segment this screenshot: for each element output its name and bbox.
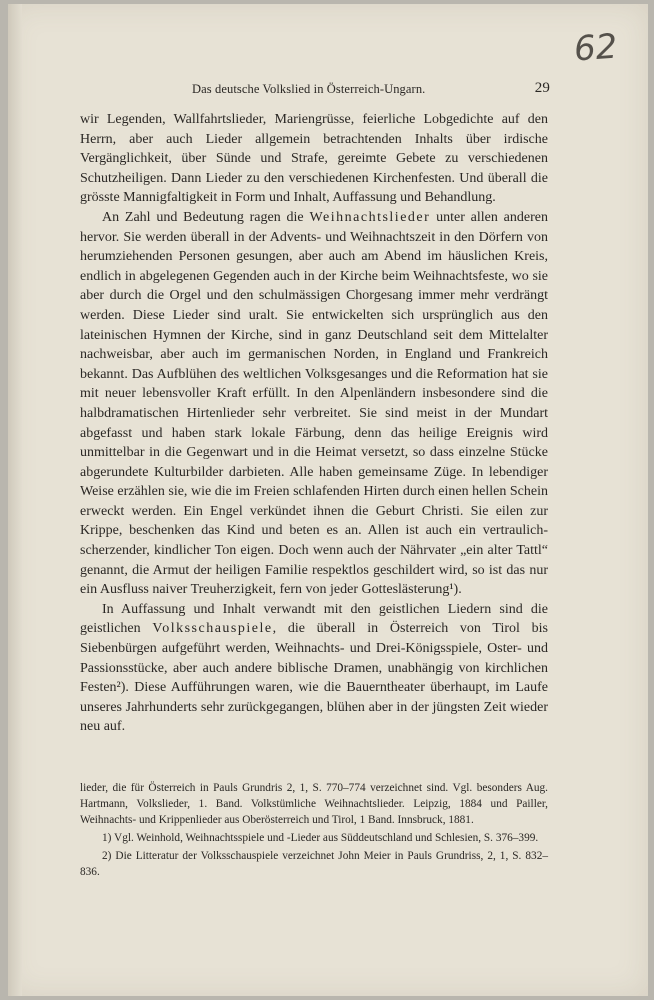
- main-text: [80, 110, 548, 737]
- running-title: Das deutsche Volkslied in Österreich-Ungarn.: [192, 82, 426, 96]
- text-run: In Auffassung und Inhalt verwandt mit den geistlichen Liedern sind die geistlichen: [80, 601, 548, 637]
- footnote-continuation: lieder, die für Österreich in Pauls Grundris 2, 1, S. 770–774 verzeichnet sind. Vgl. besonders Aug. Hartmann, Volkslieder, 1. Band. Volkstümliche Weihnachtslieder. Leipzig, 1884 und Pailler, Weihnachts- und Krippenlieder aus Oberösterreich und Tirol, 1 Band. Innsbruck, 1881.: [80, 782, 548, 826]
- paragraph: [80, 600, 548, 737]
- footnote: 2) Die Litteratur der Volksschauspiele verzeichnet John Meier in Pauls Grundriss, 2, 1, S. 832–836.: [80, 850, 548, 878]
- text-run: unter allen anderen hervor. Sie werden überall in der Advents- und Weihnachtszeit in den Dörfern von herumziehenden Personen gesungen, aber auch am Abend im häuslichen Kreis, endlich in abgelegenen Gegenden auch in der Kirche beim Weihnachtsfeste, wo sie aber durch die Orgel und den schulmässigen Chorgesang immer mehr verdrängt werden. Diese Lieder sind uralt. Sie entwickelten sich ursprünglich aus den lateinischen Hymnen der Kirche, sind in ganz Deutschland seit dem Mittelalter nachweisbar, aber auch im germanischen Norden, in England und Frankreich bekannt. Das Aufblühen des weltlichen Volksgesanges und die Reformation hat sie mit neuer lebensvoller Kraft erfüllt. In den Alpenländern insbesondere sind die halbdramatischen Hirtenlieder sehr verbreitet. Sie sind meist in der Mundart abgefasst und haben stark lokale Färbung, denn das heilige Ereignis wird unmittelbar in die Gegenwart und in die Heimat versetzt, so dass einzelne Stücke abgerundete Kulturbilder darbieten. Alle haben gemeinsame Züge. In lebendiger Weise erzählen sie, wie die im Freien schlafenden Hirten durch einen hellen Schein erweckt werden. Ein Engel verkündet ihnen die Geburt Christi. Sie eilen zur Krippe, beschenken das Kind und beten es an. Allen ist auch ein vertraulich-scherzender, kindlicher Ton eigen. Doch wenn auch der Nährvater „ein alter Tattl“ genannt, die Armut der heiligen Familie respektlos geschildert wird, so ist das nur ein Ausfluss naiver Treuherzigkeit, fern von jeder Gotteslästerung¹).: [80, 209, 548, 598]
- page-number: 29: [534, 80, 550, 96]
- paragraph: wir Legenden, Wallfahrtslieder, Mariengrüsse, feierliche Lobgedichte auf den Herrn, aber auch Lieder allgemein betrachtenden Inhalts über irdische Vergänglichkeit, über Sünde und Strafe, gereimte Gebete zu verschiedenen Schutzheiligen. Dann Lieder zu den verschiedenen Kirchenfesten. Und überall die grösste Mannigfaltigkeit in Form und Inhalt, Auffassung und Behandlung.: [80, 112, 548, 206]
- text-run: , die überall in Österreich von Tirol bis Siebenbürgen aufgeführt werden, Weihnachts- und Drei-Königsspiele, Oster- und Passionsstücke, aber auch andere biblische Dramen, unabhängig von kirchlichen Festen²). Diese Aufführungen waren, wie die Bauerntheater überhaupt, im Laufe unseres Jahrhunderts sehr zurückgegangen, blühen aber in der jüngsten Zeit wieder neu auf.: [80, 621, 548, 735]
- emphasized-term: Volksschauspiele: [152, 621, 273, 637]
- footnote: 1) Vgl. Weinhold, Weihnachtsspiele und -Lieder aus Süddeutschland und Schlesien, S. 376–399.: [102, 832, 539, 844]
- footnotes: [80, 780, 548, 880]
- text-run: An Zahl und Bedeutung ragen die: [102, 209, 310, 225]
- handwritten-folio-number: 62: [572, 26, 619, 70]
- emphasized-term: Weihnachtslieder: [309, 209, 431, 225]
- paragraph: [80, 208, 548, 600]
- page-spine-shadow: [8, 4, 22, 996]
